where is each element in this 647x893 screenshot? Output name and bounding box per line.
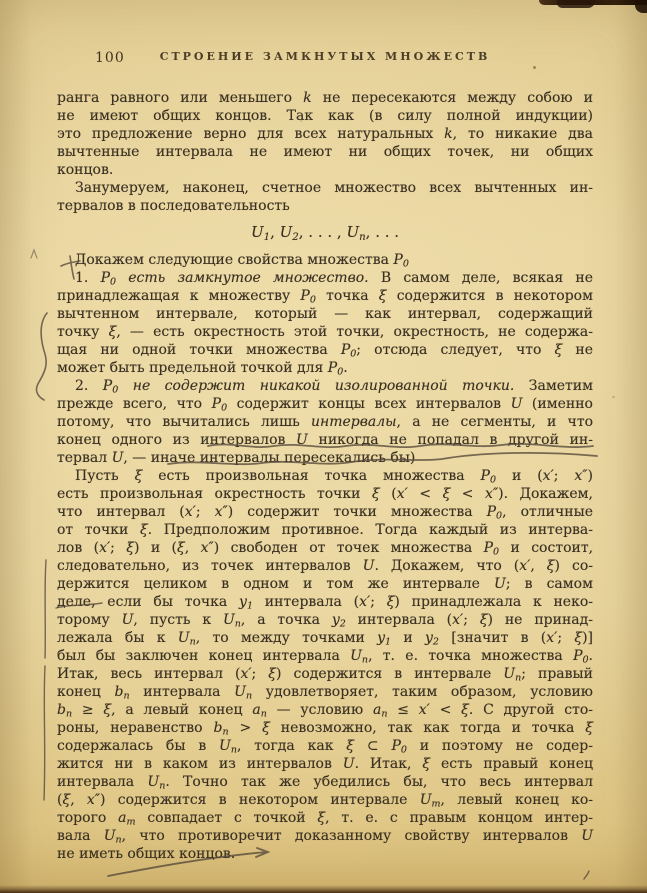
- margin-curly-brace: [37, 313, 47, 400]
- text-line: потому, что вычитались лишь интервалы, а не сегменты, и что: [57, 414, 593, 430]
- body-text: [57, 89, 593, 863]
- text-line: от точки ξ. Предположим противное. Тогда каждый из интерва-: [57, 522, 593, 538]
- text-line: это предложение верно для всех натуральных k, то никакие два: [57, 126, 593, 142]
- text-line: лежала бы к $U_n$, то между точками $y_1$ и $y_2$ [значит в (x′; ξ)]: [57, 630, 594, 648]
- text-line: принадлежащая к множеству $P_0$ точка ξ содержится в некотором: [57, 288, 593, 306]
- formula-line: $U_1$, $U_2$, . . . , $U_n$, . . .: [250, 223, 400, 243]
- text-line: тервалов в последовательность: [57, 198, 290, 214]
- text-line: интервала $U_n$. Точно так же убедились бы, что весь интервал: [57, 774, 593, 792]
- text-line: следовательно, из точек интервалов U. Докажем, что (x′, ξ) со-: [57, 558, 593, 574]
- text-line: конец одного из интервалов U никогда не попадал в другой ин-: [57, 432, 593, 448]
- bottom-right-tick: [584, 871, 589, 879]
- page-content: [57, 50, 593, 863]
- text-line: ранга равного или меньшего k не пересекаются между собою и: [57, 90, 593, 106]
- text-line: что интервал (x′; x″) содержит точки множества $P_0$, отличные: [57, 504, 593, 522]
- text-line: роны, неравенство $b_n > \xi$ невозможно, так как тогда и точка ξ: [57, 720, 593, 738]
- text-line: содержалась бы в $U_n$, тогда как ξ ⊂ $P_0$ и поэтому не содер-: [57, 738, 593, 756]
- text-line: точку ξ, — есть окрестность этой точки, окрестность, не содержа-: [57, 324, 593, 340]
- text-line: $b_n \ge \xi$, а левый конец $a_n$ — условию $a_n \le x' < \xi$. С другой сто-: [57, 702, 593, 720]
- small-margin-mark: [31, 250, 37, 258]
- text-line: жится ни в каком из интервалов U. Итак, ξ есть правый конец: [57, 756, 594, 772]
- text-line: Итак, весь интервал (x′; ξ) содержится в интервале $U_n$; правый: [57, 666, 593, 684]
- text-line: Докажем следующие свойства множества $P_0$: [75, 252, 409, 270]
- text-line: не иметь общих концов.: [57, 846, 236, 862]
- text-line: торого $a_m$ совпадает с точкой ξ, т. е. с правым концом интер-: [57, 810, 593, 828]
- scan-edge-corner: [635, 0, 647, 13]
- text-line: 2. $P_0$ не содержит никакой изолированной точки. Заметим: [75, 378, 593, 396]
- page-header: [57, 50, 593, 65]
- text-line: Занумеруем, наконец, счетное множество всех вычтенных ин-: [75, 180, 593, 196]
- text-line: держится целиком в одном и том же интервале U; в самом: [57, 576, 593, 592]
- text-line: лов (x′; ξ) и (ξ, x″) свободен от точек множества $P_0$ и состоит,: [57, 540, 594, 558]
- text-line: деле, если бы точка $y_1$ интервала (x′; ξ) принадлежала к неко-: [57, 594, 593, 612]
- text-line: концов.: [57, 162, 114, 178]
- margin-vertical-line-1: [45, 560, 46, 658]
- text-line: торому U, пусть к $U_n$, а точка $y_2$ интервала (x′; ξ) не принад-: [57, 612, 593, 630]
- text-line: не имеют общих концов. Так как (в силу полной индукции): [57, 108, 593, 124]
- text-line: тервал U, — иначе интервалы пересекались бы): [57, 450, 416, 466]
- text-line: был бы заключен конец интервала $U_n$, т. е. точка множества $P_0$.: [57, 648, 593, 666]
- text-line: вычтенном интервале, который — как интервал, содержащий: [57, 306, 593, 322]
- running-head: СТРОЕНИЕ ЗАМКНУТЫХ МНОЖЕСТВ: [159, 50, 491, 63]
- paper-speck: [612, 396, 615, 398]
- scan-edge-blob: [557, 0, 595, 8]
- text-line: щая ни одной точки множества $P_0$; отсюда следует, что ξ не: [57, 342, 593, 360]
- text-line: конец $b_n$ интервала $U_n$ удовлетворяет, таким образом, условию: [57, 684, 593, 702]
- text-line: прежде всего, что $P_0$ содержит концы всех интервалов U (именно: [57, 396, 593, 414]
- text-line: вычтенные интервала не имеют ни общих точек, ни общих: [57, 144, 593, 160]
- text-line: Пусть ξ есть произвольная точка множества $P_0$ и (x′; x″): [75, 468, 593, 486]
- text-line: может быть предельной точкой для $P_0$.: [57, 360, 348, 378]
- margin-vertical-line-2: [44, 666, 45, 800]
- text-line: есть произвольная окрестность точки ξ (x′ < ξ < x″). Докажем,: [57, 486, 593, 502]
- text-line: вала $U_n$, что противоречит доказанному свойству интервалов U: [57, 828, 594, 846]
- text-line: (ξ, x″) содержится в некотором интервале $U_m$, левый конец ко-: [57, 792, 593, 810]
- page-number: 100: [95, 50, 125, 66]
- text-line: 1. $P_0$ есть замкнутое множество. В самом деле, всякая не: [75, 270, 593, 288]
- scan-edge-bottom: [0, 885, 647, 893]
